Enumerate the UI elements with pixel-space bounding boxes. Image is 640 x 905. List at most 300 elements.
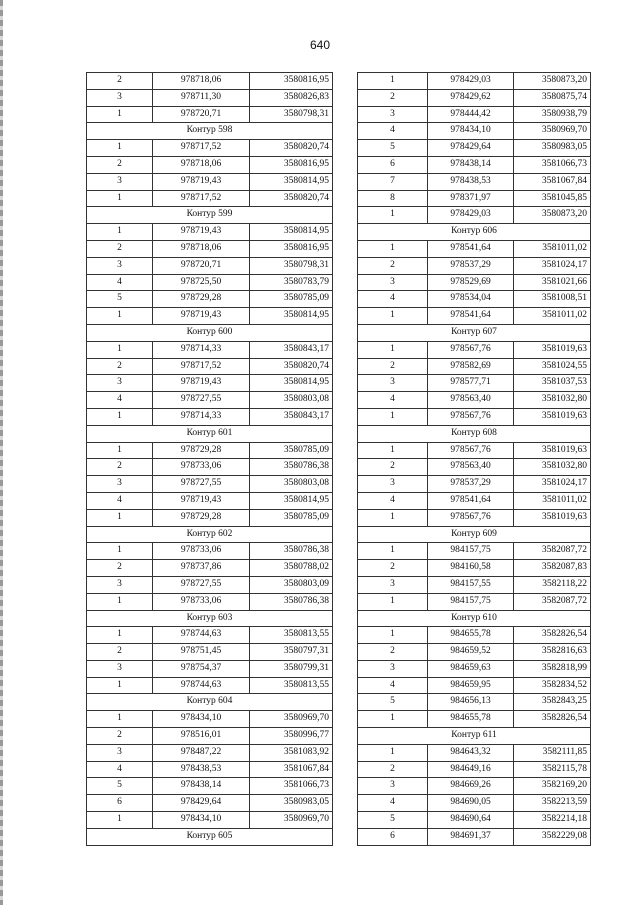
y-coordinate-cell: 3580820,74: [250, 190, 333, 207]
contour-heading-row: [87, 610, 333, 627]
y-coordinate-cell: 3580843,17: [250, 408, 333, 425]
coordinates-table-left: [86, 72, 333, 846]
x-coordinate-cell: 978733,06: [153, 593, 250, 610]
contour-heading: Контур 603: [87, 610, 333, 627]
point-number-cell: 4: [87, 274, 153, 291]
x-coordinate-cell: 978717,52: [153, 140, 250, 157]
coordinate-row: [358, 106, 591, 123]
y-coordinate-cell: 3580785,09: [250, 291, 333, 308]
y-coordinate-cell: 3580816,95: [250, 240, 333, 257]
point-number-cell: 3: [87, 476, 153, 493]
contour-heading-row: [87, 694, 333, 711]
y-coordinate-cell: 3580873,20: [514, 73, 591, 90]
contour-heading: Контур 599: [87, 207, 333, 224]
y-coordinate-cell: 3580843,17: [250, 341, 333, 358]
point-number-cell: 2: [87, 560, 153, 577]
x-coordinate-cell: 978719,43: [153, 224, 250, 241]
x-coordinate-cell: 978567,76: [428, 341, 514, 358]
point-number-cell: 4: [358, 291, 428, 308]
coordinate-row: [87, 308, 333, 325]
contour-heading: Контур 605: [87, 828, 333, 845]
y-coordinate-cell: 3580814,95: [250, 224, 333, 241]
contour-heading-row: [87, 207, 333, 224]
x-coordinate-cell: 978727,55: [153, 476, 250, 493]
contour-heading-row: [358, 224, 591, 241]
point-number-cell: 2: [87, 728, 153, 745]
point-number-cell: 1: [87, 341, 153, 358]
point-number-cell: 4: [358, 123, 428, 140]
x-coordinate-cell: 978727,55: [153, 392, 250, 409]
contour-heading-row: [87, 425, 333, 442]
y-coordinate-cell: 3580799,31: [250, 660, 333, 677]
y-coordinate-cell: 3580798,31: [250, 106, 333, 123]
y-coordinate-cell: 3581067,84: [514, 173, 591, 190]
y-coordinate-cell: 3580820,74: [250, 140, 333, 157]
point-number-cell: 1: [87, 442, 153, 459]
y-coordinate-cell: 3580826,83: [250, 89, 333, 106]
point-number-cell: 2: [87, 644, 153, 661]
point-number-cell: 1: [87, 408, 153, 425]
coordinate-row: [358, 442, 591, 459]
y-coordinate-cell: 3580875,74: [514, 89, 591, 106]
coordinate-row: [358, 392, 591, 409]
x-coordinate-cell: 978537,29: [428, 476, 514, 493]
point-number-cell: 3: [358, 476, 428, 493]
point-number-cell: 7: [358, 173, 428, 190]
point-number-cell: 1: [87, 509, 153, 526]
y-coordinate-cell: 3581011,02: [514, 308, 591, 325]
point-number-cell: 2: [358, 89, 428, 106]
x-coordinate-cell: 978727,55: [153, 576, 250, 593]
point-number-cell: 5: [358, 812, 428, 829]
point-number-cell: 3: [87, 744, 153, 761]
point-number-cell: 1: [87, 140, 153, 157]
coordinate-row: [87, 408, 333, 425]
y-coordinate-cell: 3580820,74: [250, 358, 333, 375]
coordinate-row: [87, 140, 333, 157]
y-coordinate-cell: 3582111,85: [514, 744, 591, 761]
x-coordinate-cell: 978516,01: [153, 728, 250, 745]
x-coordinate-cell: 978719,43: [153, 375, 250, 392]
coordinate-row: [87, 778, 333, 795]
contour-heading-row: [87, 123, 333, 140]
point-number-cell: 3: [358, 375, 428, 392]
coordinate-row: [358, 677, 591, 694]
y-coordinate-cell: 3582229,08: [514, 828, 591, 845]
y-coordinate-cell: 3581019,63: [514, 408, 591, 425]
point-number-cell: 1: [87, 190, 153, 207]
coordinate-row: [358, 358, 591, 375]
point-number-cell: 1: [358, 711, 428, 728]
coordinate-row: [358, 744, 591, 761]
point-number-cell: 4: [87, 761, 153, 778]
x-coordinate-cell: 978711,30: [153, 89, 250, 106]
point-number-cell: 4: [358, 795, 428, 812]
y-coordinate-cell: 3581011,02: [514, 240, 591, 257]
point-number-cell: 2: [358, 257, 428, 274]
contour-heading-row: [358, 425, 591, 442]
coordinate-row: [358, 73, 591, 90]
point-number-cell: 8: [358, 190, 428, 207]
coordinate-row: [358, 593, 591, 610]
y-coordinate-cell: 3581019,63: [514, 509, 591, 526]
y-coordinate-cell: 3582118,22: [514, 576, 591, 593]
point-number-cell: 1: [87, 593, 153, 610]
point-number-cell: 1: [87, 543, 153, 560]
x-coordinate-cell: 978718,06: [153, 156, 250, 173]
contour-heading-row: [87, 526, 333, 543]
x-coordinate-cell: 978563,40: [428, 459, 514, 476]
x-coordinate-cell: 978729,28: [153, 509, 250, 526]
y-coordinate-cell: 3580938,79: [514, 106, 591, 123]
x-coordinate-cell: 984659,95: [428, 677, 514, 694]
x-coordinate-cell: 984157,75: [428, 543, 514, 560]
y-coordinate-cell: 3582818,99: [514, 660, 591, 677]
x-coordinate-cell: 978541,64: [428, 492, 514, 509]
coordinate-row: [358, 190, 591, 207]
y-coordinate-cell: 3580785,09: [250, 442, 333, 459]
coordinate-row: [87, 677, 333, 694]
coordinate-row: [358, 308, 591, 325]
y-coordinate-cell: 3580797,31: [250, 644, 333, 661]
coordinate-row: [87, 73, 333, 90]
x-coordinate-cell: 978371,97: [428, 190, 514, 207]
coordinate-row: [87, 795, 333, 812]
point-number-cell: 6: [358, 156, 428, 173]
coordinate-row: [87, 644, 333, 661]
x-coordinate-cell: 978429,62: [428, 89, 514, 106]
y-coordinate-cell: 3580996,77: [250, 728, 333, 745]
y-coordinate-cell: 3580783,79: [250, 274, 333, 291]
x-coordinate-cell: 978541,64: [428, 240, 514, 257]
coordinate-row: [358, 694, 591, 711]
y-coordinate-cell: 3580814,95: [250, 173, 333, 190]
coordinate-row: [358, 408, 591, 425]
x-coordinate-cell: 978541,64: [428, 308, 514, 325]
page-number: 640: [309, 38, 331, 52]
x-coordinate-cell: 978434,10: [153, 812, 250, 829]
y-coordinate-cell: 3581045,85: [514, 190, 591, 207]
point-number-cell: 5: [87, 778, 153, 795]
y-coordinate-cell: 3580873,20: [514, 207, 591, 224]
coordinate-row: [358, 660, 591, 677]
contour-heading: Контур 610: [358, 610, 591, 627]
y-coordinate-cell: 3580969,70: [250, 812, 333, 829]
point-number-cell: 1: [358, 442, 428, 459]
coordinate-row: [358, 89, 591, 106]
coordinate-row: [358, 156, 591, 173]
coordinate-row: [87, 291, 333, 308]
point-number-cell: 1: [358, 207, 428, 224]
point-number-cell: 2: [87, 73, 153, 90]
coordinate-row: [358, 492, 591, 509]
point-number-cell: 6: [358, 828, 428, 845]
x-coordinate-cell: 984643,32: [428, 744, 514, 761]
x-coordinate-cell: 978717,52: [153, 358, 250, 375]
y-coordinate-cell: 3580786,38: [250, 543, 333, 560]
x-coordinate-cell: 984655,78: [428, 711, 514, 728]
point-number-cell: 3: [87, 576, 153, 593]
coordinate-row: [87, 560, 333, 577]
coordinate-row: [87, 576, 333, 593]
coordinate-row: [358, 828, 591, 845]
contour-heading: Контур 607: [358, 324, 591, 341]
y-coordinate-cell: 3581024,17: [514, 257, 591, 274]
coordinate-row: [87, 156, 333, 173]
coordinate-row: [358, 627, 591, 644]
point-number-cell: 1: [358, 593, 428, 610]
point-number-cell: 3: [87, 375, 153, 392]
point-number-cell: 2: [87, 240, 153, 257]
x-coordinate-cell: 984656,13: [428, 694, 514, 711]
x-coordinate-cell: 978438,53: [153, 761, 250, 778]
y-coordinate-cell: 3581024,17: [514, 476, 591, 493]
contour-heading: Контур 598: [87, 123, 333, 140]
y-coordinate-cell: 3582213,59: [514, 795, 591, 812]
x-coordinate-cell: 978429,03: [428, 207, 514, 224]
point-number-cell: 2: [358, 459, 428, 476]
y-coordinate-cell: 3581066,73: [250, 778, 333, 795]
coordinate-row: [358, 173, 591, 190]
point-number-cell: 1: [358, 408, 428, 425]
y-coordinate-cell: 3582214,18: [514, 812, 591, 829]
x-coordinate-cell: 978719,43: [153, 492, 250, 509]
x-coordinate-cell: 978719,43: [153, 173, 250, 190]
x-coordinate-cell: 978733,06: [153, 543, 250, 560]
y-coordinate-cell: 3581019,63: [514, 442, 591, 459]
coordinate-row: [358, 291, 591, 308]
x-coordinate-cell: 978529,69: [428, 274, 514, 291]
x-coordinate-cell: 984157,55: [428, 576, 514, 593]
point-number-cell: 2: [358, 358, 428, 375]
coordinate-row: [87, 375, 333, 392]
x-coordinate-cell: 978714,33: [153, 408, 250, 425]
x-coordinate-cell: 978744,63: [153, 677, 250, 694]
x-coordinate-cell: 984691,37: [428, 828, 514, 845]
coordinate-row: [87, 358, 333, 375]
y-coordinate-cell: 3580983,05: [514, 140, 591, 157]
point-number-cell: 2: [87, 358, 153, 375]
contour-heading: Контур 604: [87, 694, 333, 711]
x-coordinate-cell: 978567,76: [428, 509, 514, 526]
coordinate-row: [87, 744, 333, 761]
y-coordinate-cell: 3582087,72: [514, 543, 591, 560]
coordinate-row: [87, 761, 333, 778]
y-coordinate-cell: 3580814,95: [250, 492, 333, 509]
y-coordinate-cell: 3580786,38: [250, 459, 333, 476]
point-number-cell: 2: [358, 761, 428, 778]
x-coordinate-cell: 978537,29: [428, 257, 514, 274]
coordinate-row: [358, 644, 591, 661]
coordinate-row: [87, 476, 333, 493]
coordinates-table-right-body: [358, 73, 591, 846]
x-coordinate-cell: 978434,10: [153, 711, 250, 728]
coordinate-row: [358, 459, 591, 476]
y-coordinate-cell: 3580788,02: [250, 560, 333, 577]
coordinate-row: [358, 778, 591, 795]
point-number-cell: 4: [358, 492, 428, 509]
coordinate-row: [87, 492, 333, 509]
y-coordinate-cell: 3581021,66: [514, 274, 591, 291]
y-coordinate-cell: 3580803,08: [250, 392, 333, 409]
y-coordinate-cell: 3581019,63: [514, 341, 591, 358]
x-coordinate-cell: 984157,75: [428, 593, 514, 610]
point-number-cell: 1: [87, 812, 153, 829]
x-coordinate-cell: 978438,53: [428, 173, 514, 190]
y-coordinate-cell: 3582816,63: [514, 644, 591, 661]
y-coordinate-cell: 3580816,95: [250, 73, 333, 90]
x-coordinate-cell: 978444,42: [428, 106, 514, 123]
x-coordinate-cell: 978718,06: [153, 73, 250, 90]
coordinate-row: [87, 274, 333, 291]
point-number-cell: 3: [358, 778, 428, 795]
coordinate-row: [87, 627, 333, 644]
point-number-cell: 2: [87, 156, 153, 173]
point-number-cell: 4: [87, 392, 153, 409]
x-coordinate-cell: 978438,14: [428, 156, 514, 173]
coordinate-row: [87, 509, 333, 526]
y-coordinate-cell: 3580969,70: [514, 123, 591, 140]
y-coordinate-cell: 3581066,73: [514, 156, 591, 173]
y-coordinate-cell: 3581032,80: [514, 392, 591, 409]
x-coordinate-cell: 978567,76: [428, 408, 514, 425]
coordinate-row: [87, 442, 333, 459]
point-number-cell: 3: [87, 173, 153, 190]
point-number-cell: 5: [87, 291, 153, 308]
point-number-cell: 1: [358, 627, 428, 644]
y-coordinate-cell: 3581024,55: [514, 358, 591, 375]
coordinate-row: [87, 106, 333, 123]
point-number-cell: 1: [87, 627, 153, 644]
point-number-cell: 4: [358, 677, 428, 694]
contour-heading: Контур 608: [358, 425, 591, 442]
x-coordinate-cell: 978717,52: [153, 190, 250, 207]
x-coordinate-cell: 978563,40: [428, 392, 514, 409]
y-coordinate-cell: 3582087,72: [514, 593, 591, 610]
x-coordinate-cell: 978582,69: [428, 358, 514, 375]
y-coordinate-cell: 3580969,70: [250, 711, 333, 728]
x-coordinate-cell: 978720,71: [153, 257, 250, 274]
coordinate-row: [358, 123, 591, 140]
x-coordinate-cell: 978487,22: [153, 744, 250, 761]
x-coordinate-cell: 978714,33: [153, 341, 250, 358]
point-number-cell: 3: [358, 106, 428, 123]
y-coordinate-cell: 3580785,09: [250, 509, 333, 526]
x-coordinate-cell: 978429,03: [428, 73, 514, 90]
y-coordinate-cell: 3581083,92: [250, 744, 333, 761]
point-number-cell: 6: [87, 795, 153, 812]
x-coordinate-cell: 984160,58: [428, 560, 514, 577]
point-number-cell: 4: [87, 492, 153, 509]
y-coordinate-cell: 3582826,54: [514, 627, 591, 644]
coordinate-row: [358, 543, 591, 560]
point-number-cell: 1: [87, 711, 153, 728]
y-coordinate-cell: 3580813,55: [250, 627, 333, 644]
coordinate-row: [87, 459, 333, 476]
y-coordinate-cell: 3580813,55: [250, 677, 333, 694]
coordinate-row: [358, 795, 591, 812]
x-coordinate-cell: 984659,63: [428, 660, 514, 677]
x-coordinate-cell: 978754,37: [153, 660, 250, 677]
x-coordinate-cell: 978744,63: [153, 627, 250, 644]
point-number-cell: 2: [358, 644, 428, 661]
coordinate-row: [87, 593, 333, 610]
coordinate-row: [358, 576, 591, 593]
point-number-cell: 1: [87, 106, 153, 123]
coordinate-row: [358, 812, 591, 829]
y-coordinate-cell: 3581008,51: [514, 291, 591, 308]
contour-heading: Контур 600: [87, 324, 333, 341]
y-coordinate-cell: 3581032,80: [514, 459, 591, 476]
coordinate-row: [87, 240, 333, 257]
y-coordinate-cell: 3582834,52: [514, 677, 591, 694]
x-coordinate-cell: 984659,52: [428, 644, 514, 661]
coordinate-row: [358, 711, 591, 728]
coordinate-row: [87, 812, 333, 829]
coordinate-row: [358, 509, 591, 526]
x-coordinate-cell: 978729,28: [153, 442, 250, 459]
point-number-cell: 5: [358, 694, 428, 711]
point-number-cell: 1: [358, 341, 428, 358]
point-number-cell: 1: [87, 677, 153, 694]
coordinate-row: [358, 375, 591, 392]
x-coordinate-cell: 978733,06: [153, 459, 250, 476]
x-coordinate-cell: 978718,06: [153, 240, 250, 257]
coordinate-row: [87, 660, 333, 677]
x-coordinate-cell: 984649,16: [428, 761, 514, 778]
y-coordinate-cell: 3582087,83: [514, 560, 591, 577]
x-coordinate-cell: 978567,76: [428, 442, 514, 459]
coordinate-row: [358, 207, 591, 224]
y-coordinate-cell: 3582826,54: [514, 711, 591, 728]
coordinate-row: [87, 89, 333, 106]
point-number-cell: 3: [358, 660, 428, 677]
point-number-cell: 1: [87, 308, 153, 325]
contour-heading-row: [358, 526, 591, 543]
contour-heading-row: [358, 610, 591, 627]
point-number-cell: 3: [87, 660, 153, 677]
coordinates-table-right: [357, 72, 591, 846]
y-coordinate-cell: 3580803,09: [250, 576, 333, 593]
coordinate-row: [87, 224, 333, 241]
y-coordinate-cell: 3580814,95: [250, 308, 333, 325]
coordinate-row: [87, 543, 333, 560]
y-coordinate-cell: 3581037,53: [514, 375, 591, 392]
y-coordinate-cell: 3581011,02: [514, 492, 591, 509]
coordinate-row: [358, 476, 591, 493]
point-number-cell: 3: [358, 576, 428, 593]
x-coordinate-cell: 978434,10: [428, 123, 514, 140]
x-coordinate-cell: 984655,78: [428, 627, 514, 644]
coordinate-row: [358, 761, 591, 778]
x-coordinate-cell: 978534,04: [428, 291, 514, 308]
x-coordinate-cell: 978737,86: [153, 560, 250, 577]
y-coordinate-cell: 3582843,25: [514, 694, 591, 711]
point-number-cell: 3: [358, 274, 428, 291]
point-number-cell: 1: [358, 73, 428, 90]
contour-heading: Контур 611: [358, 728, 591, 745]
x-coordinate-cell: 978725,50: [153, 274, 250, 291]
coordinate-row: [87, 728, 333, 745]
contour-heading-row: [358, 728, 591, 745]
point-number-cell: 3: [87, 89, 153, 106]
coordinate-row: [358, 240, 591, 257]
x-coordinate-cell: 978429,64: [428, 140, 514, 157]
coordinate-row: [358, 341, 591, 358]
x-coordinate-cell: 978429,64: [153, 795, 250, 812]
point-number-cell: 1: [358, 240, 428, 257]
point-number-cell: 3: [87, 257, 153, 274]
